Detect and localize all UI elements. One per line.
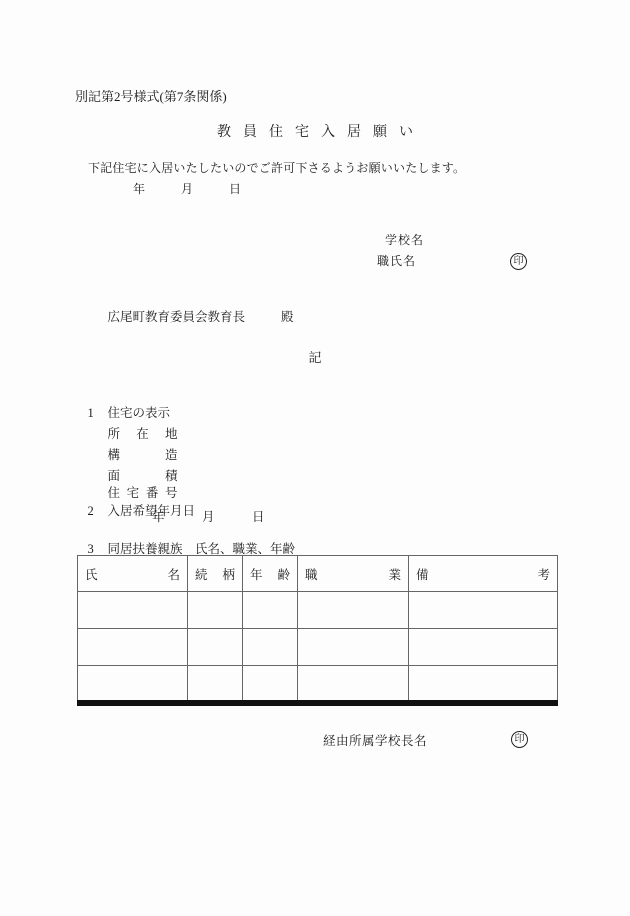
table-cell	[298, 666, 409, 703]
item-number: 1	[87, 406, 94, 420]
table-cell	[78, 592, 188, 629]
request-sentence: 下記住宅に入居いたしたいのでご許可下さるようお願いいたします。	[88, 161, 466, 175]
dependents-table	[77, 555, 558, 706]
column-header-age: 年齢	[243, 556, 298, 592]
table-cell	[78, 666, 188, 703]
desired-date-line: 年 月 日	[152, 510, 265, 524]
document-title: 教員住宅入居願い	[217, 125, 425, 140]
table-cell	[78, 629, 188, 666]
table-cell	[298, 629, 409, 666]
item-label: 同居扶養親族 氏名、職業、年齢	[107, 542, 296, 556]
via-school-principal-label: 経由所属学校長名	[323, 734, 428, 748]
table-cell	[409, 592, 558, 629]
column-header-occupation: 職業	[298, 556, 409, 592]
table-row	[78, 592, 558, 629]
column-header-name: 氏名	[78, 556, 188, 592]
table-cell	[298, 592, 409, 629]
seal-icon: 印	[510, 253, 527, 270]
table-cell	[243, 629, 298, 666]
table-cell	[188, 666, 243, 703]
seal-icon: 印	[511, 731, 528, 748]
sub-item-area: 面積	[107, 469, 178, 483]
school-name-label: 学校名	[385, 233, 425, 247]
application-date-line: 年 月 日	[133, 182, 242, 196]
column-header-relationship: 続柄	[188, 556, 243, 592]
sub-item-location: 所在地	[107, 427, 178, 441]
table-cell	[188, 592, 243, 629]
table-cell	[188, 629, 243, 666]
table-cell	[409, 629, 558, 666]
form-reference: 別記第2号様式(第7条関係)	[75, 89, 227, 104]
item-label: 住宅の表示	[107, 406, 171, 420]
item-label: 入居希望年月日	[107, 504, 196, 518]
table-cell	[409, 666, 558, 703]
addressee-honorific: 殿	[281, 310, 294, 324]
sub-item-housing-number: 住宅番号	[107, 486, 178, 500]
table-row	[78, 629, 558, 666]
addressee-line	[95, 292, 294, 340]
item-number: 2	[87, 504, 94, 518]
table-header-row	[78, 556, 558, 592]
position-name-label: 職氏名	[377, 254, 417, 268]
item-number: 3	[87, 542, 94, 556]
table-row	[78, 666, 558, 703]
table-cell	[243, 666, 298, 703]
column-header-remarks: 備考	[409, 556, 558, 592]
table-cell	[243, 592, 298, 629]
section-heading-ki: 記	[308, 350, 322, 365]
addressee-name: 広尾町教育委員会教育長	[107, 310, 246, 324]
sub-item-structure: 構造	[107, 448, 178, 462]
